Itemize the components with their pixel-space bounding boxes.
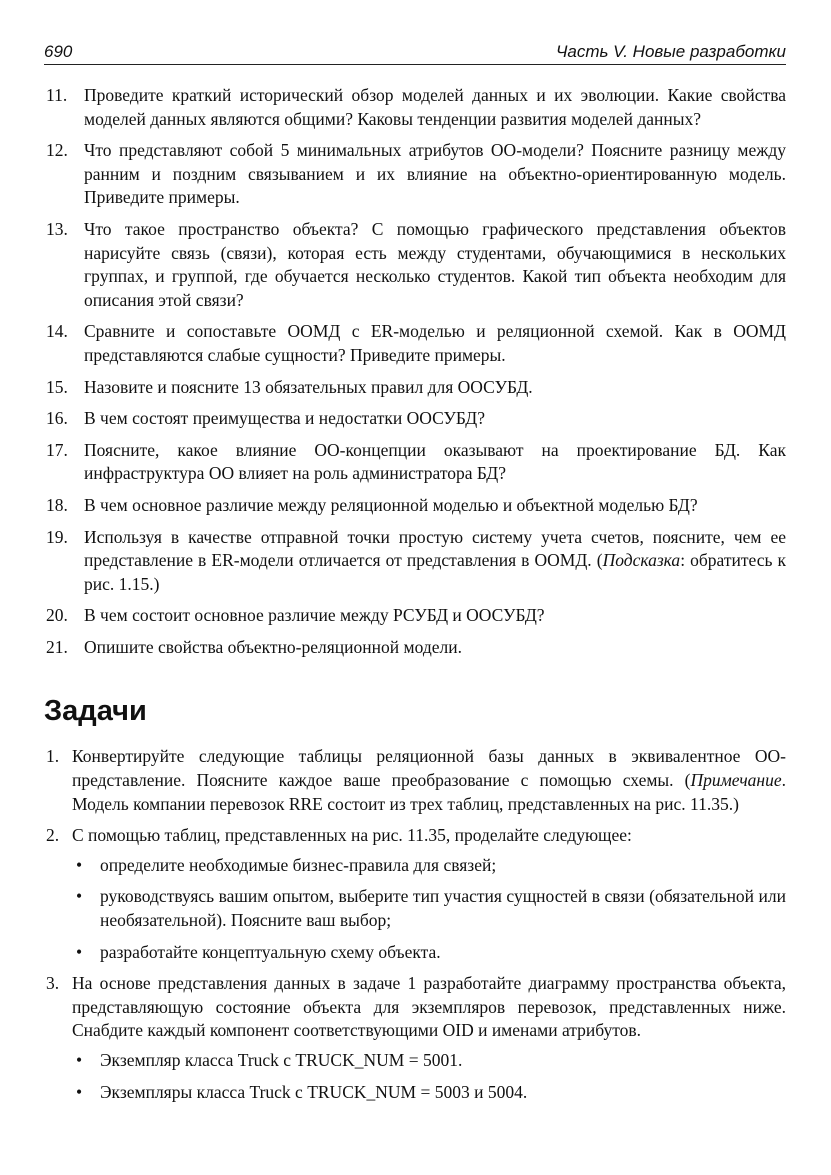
question-text: В чем основное различие между реляционной моделью и объектной моделью БД? [84,494,698,515]
question-item [44,320,786,367]
note-label: Примечание [690,770,782,791]
question-item [44,407,786,431]
chapter-title: Часть V. Новые разработки [555,42,786,61]
page-number: 690 [44,42,73,61]
task-item [44,824,786,964]
bullet-icon: • [76,941,83,962]
question-number: 20. [46,605,68,626]
question-item [44,84,786,131]
question-text: Что такое пространство объекта? С помощью графического представления объектов нарисуйте связь (связи), которая есть между студентами, обучающимися в нескольких группах, и группой, где обучается несколько студентов. Какой тип объекта необходим для описания этой связи? [84,218,786,310]
section-title: Задачи [44,695,147,728]
bullet-icon: • [76,886,83,907]
bullet-text: руководствуясь вашим опытом, выберите тип участия сущностей в связи (обязательной или необязательной). Поясните ваш выбор; [100,886,786,931]
bullet-item [72,1081,786,1105]
note-text: . Модель компании перевозок RRE состоит из трех таблиц, представленных на рис. 11.35.) [72,770,786,814]
question-text: Опишите свойства объектно-реляционной модели. [84,636,462,657]
questions-list [44,84,786,659]
question-item: 19. Используя в качестве отправной точки простую систему учета счетов, поясните, чем ее представление в ER-модели отличается от представления в ООМД. (Подсказка: обратитесь к рис. 1.15.) [46,526,787,594]
task-number: 3. [46,973,60,994]
bullet-icon: • [76,1081,83,1102]
question-number: 15. [46,376,68,397]
question-text: В чем состоит основное различие между РСУБД и ООСУБД? [84,605,545,626]
bullet-item [72,854,786,878]
question-number: 14. [46,321,68,342]
task-number: 2. [46,825,60,846]
tasks-list [44,745,786,1104]
question-item [44,494,786,518]
bullet-icon: • [76,854,83,875]
question-item [44,636,786,660]
task-item: 1. Конвертируйте следующие таблицы реляционной базы данных в эквивалентное ОО-представление. Поясните каждое ваше преобразование с помощью схемы. (Примечание. Модель компании перевозок RRE состоит из трех таблиц, представленных на рис. 11.35.) [46,746,786,814]
question-number: 17. [46,439,68,460]
question-text: Назовите и поясните 13 обязательных правил для ООСУБД. [84,376,533,397]
bullet-item [72,885,786,932]
bullet-text: Экземпляр класса Truck с TRUCK_NUM = 5001. [100,1050,463,1070]
question-item [44,376,786,400]
task-text: На основе представления данных в задаче 1 разработайте диаграмму пространства объекта, представляющую состояние объекта для экземпляров перевозок, представленных ниже. Снабдите каждый компонент соответствующими OID и именами атрибутов. [72,973,786,1041]
question-text: Проведите краткий исторический обзор моделей данных и их эволюции. Какие свойства моделей данных являются общими? Каковы тенденции развития моделей данных? [84,85,786,129]
question-text: Используя в качестве отправной точки простую систему учета счетов, поясните, чем ее представление в ER-модели отличается от представления в ООМД. [84,526,786,571]
bullet-list [72,1049,786,1104]
bullet-item [72,941,786,965]
question-number: 18. [46,494,68,515]
bullet-list [72,854,786,964]
bullet-text: определите необходимые бизнес-правила для связей; [100,854,497,875]
task-text: Конвертируйте следующие таблицы реляционной базы данных в эквивалентное ОО-представление. Поясните каждое ваше преобразование с помощью схемы. [72,746,786,791]
hint-text: : обратитесь к рис. 1.15.) [84,550,787,594]
question-text: Что представляют собой 5 минимальных атрибутов ОО-модели? Поясните разницу между ранним и поздним связыванием и их влияние на объектно-ориентированную модель. Приведите примеры. [84,140,786,208]
question-number: 16. [46,408,68,429]
task-text: С помощью таблиц, представленных на рис. 11.35, проделайте следующее: [72,825,632,846]
running-header [44,40,786,65]
bullet-item [72,1049,786,1073]
question-item [44,604,786,628]
bullet-icon: • [76,1050,83,1070]
question-item [44,218,786,312]
question-text: В чем состоят преимущества и недостатки ООСУБД? [84,408,486,429]
question-number: 21. [46,636,68,657]
question-item [44,439,786,486]
question-text: Сравните и сопоставьте ООМД с ER-моделью и реляционной схемой. Как в ООМД представляются слабые сущности? Приведите примеры. [84,321,786,365]
question-number: 12. [46,140,68,161]
question-number: 13. [46,218,68,239]
page-content [44,84,786,1112]
question-number: 11. [46,85,68,105]
question-item [44,139,786,210]
hint-label: Подсказка [602,550,681,571]
question-text: Поясните, какое влияние ОО-концепции оказывают на проектирование БД. Как инфраструктура ОО влияет на роль администратора БД? [84,439,786,484]
bullet-text: разработайте концептуальную схему объекта. [100,941,441,962]
bullet-text: Экземпляры класса Truck с TRUCK_NUM = 5003 и 5004. [100,1081,528,1102]
task-item [44,972,786,1104]
question-number: 19. [46,526,68,547]
task-number: 1. [46,746,60,767]
